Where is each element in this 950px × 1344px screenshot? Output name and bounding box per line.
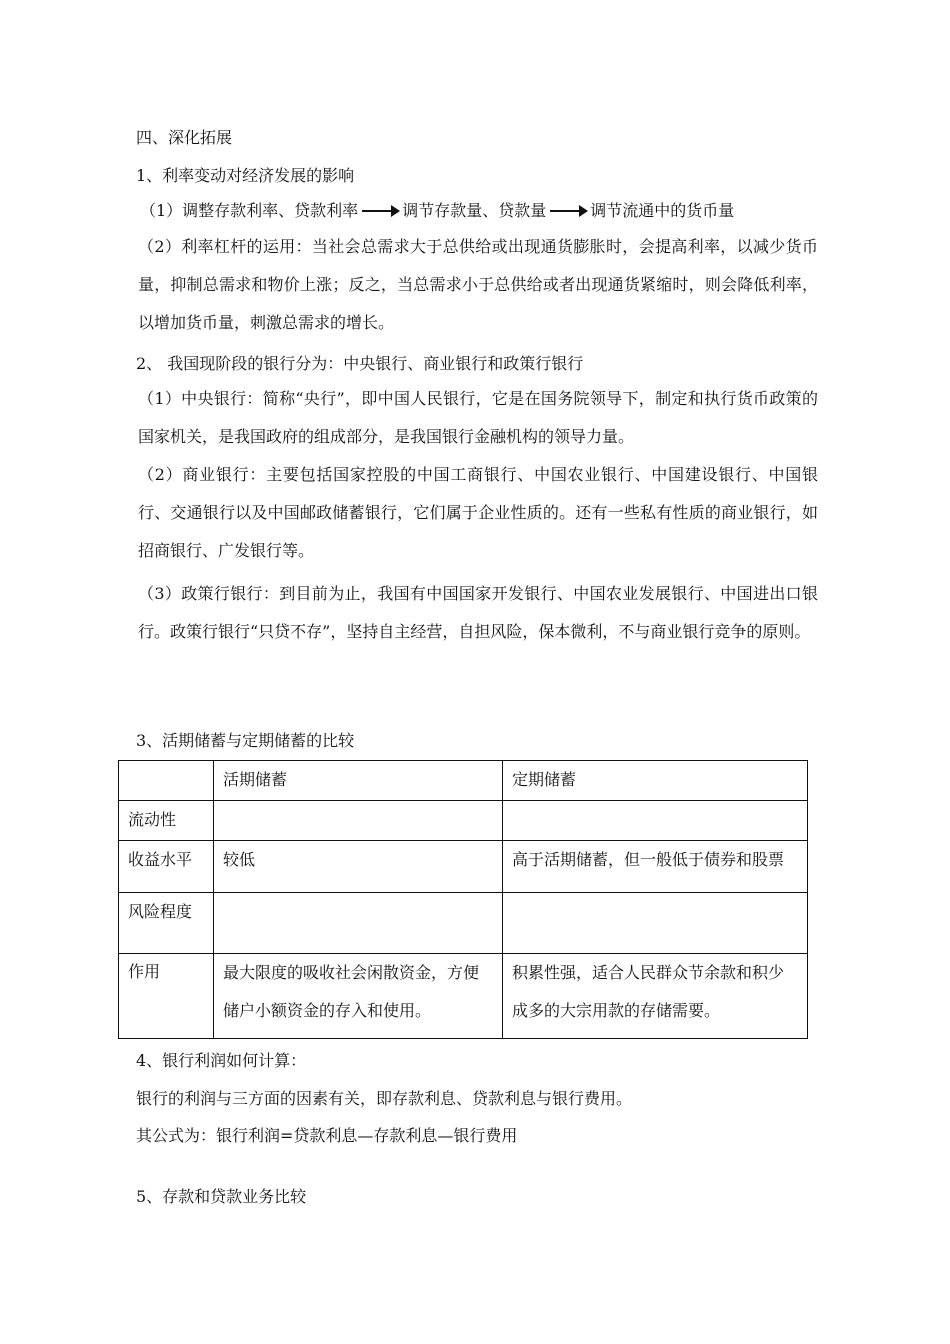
table-cell: [214, 893, 503, 954]
table-cell: 收益水平: [119, 841, 214, 893]
s2-paragraph-2: （2）商业银行：主要包括国家控股的中国工商银行、中国农业银行、中国建设银行、中国银行、交通银行以及中国邮政储蓄银行，它们属于企业性质的。还有一些私有性质的商业银行，如招商银行、广发银行等。: [138, 465, 818, 560]
s4-title: 4、银行利润如何计算：: [136, 1051, 307, 1070]
table-cell: [214, 801, 503, 841]
s4-paragraph-2: 其公式为：银行利润=贷款利息—存款利息—银行费用: [136, 1126, 518, 1145]
table-header-cell: 定期储蓄: [503, 761, 808, 801]
table-cell: [503, 893, 808, 954]
table-cell: 较低: [214, 841, 503, 893]
table-row: [119, 841, 808, 893]
s2-paragraph-1: （1）中央银行：简称“央行”，即中国人民银行，它是在国务院领导下，制定和执行货币政策的国家机关，是我国政府的组成部分，是我国银行金融机构的领导力量。: [138, 389, 818, 446]
savings-comparison-table: [118, 760, 808, 1039]
flow-step-1: （1）调整存款利率、贷款利率: [140, 201, 359, 220]
table-cell: 最大限度的吸收社会闲散资金，方便储户小额资金的存入和使用。: [214, 954, 503, 1039]
s1-title: 1、利率变动对经济发展的影响: [136, 166, 355, 185]
table-header-row: [119, 761, 808, 801]
table-cell: 高于活期储蓄，但一般低于债券和股票: [503, 841, 808, 893]
flow-step-3: 调节流通中的货币量: [590, 201, 735, 220]
s5-title: 5、存款和贷款业务比较: [136, 1187, 307, 1206]
table-row: [119, 893, 808, 954]
arrow-right-icon: [550, 210, 586, 212]
table-cell: 风险程度: [119, 893, 214, 954]
s1-flow: [140, 201, 734, 221]
s2-title: 2、 我国现阶段的银行分为：中央银行、商业银行和政策行银行: [136, 354, 584, 373]
table-cell: 流动性: [119, 801, 214, 841]
table-row: [119, 954, 808, 1039]
table-row: [119, 801, 808, 841]
s2-paragraph-3: （3）政策行银行：到目前为止，我国有中国国家开发银行、中国农业发展银行、中国进出口银行。政策行银行“只贷不存”，坚持自主经营，自担风险，保本微利，不与商业银行竞争的原则。: [138, 584, 818, 641]
section-title: 四、深化拓展: [136, 128, 233, 147]
s1-paragraph-2: （2）利率杠杆的运用：当社会总需求大于总供给或出现通货膨胀时，会提高利率，以减少货币量，抑制总需求和物价上涨；反之，当总需求小于总供给或者出现通货紧缩时，则会降低利率，以增加货币量，刺激总需求的增长。: [138, 237, 818, 332]
arrow-right-icon: [362, 210, 398, 212]
table-cell: 作用: [119, 954, 214, 1039]
table-header-cell: 活期储蓄: [214, 761, 503, 801]
table-cell: [503, 801, 808, 841]
table-cell: 积累性强，适合人民群众节余款和积少成多的大宗用款的存储需要。: [503, 954, 808, 1039]
s3-title: 3、活期储蓄与定期储蓄的比较: [136, 731, 355, 750]
table-header-cell: [119, 761, 214, 801]
flow-step-2: 调节存款量、贷款量: [402, 201, 547, 220]
s4-paragraph-1: 银行的利润与三方面的因素有关，即存款利息、贷款利息与银行费用。: [136, 1089, 633, 1108]
